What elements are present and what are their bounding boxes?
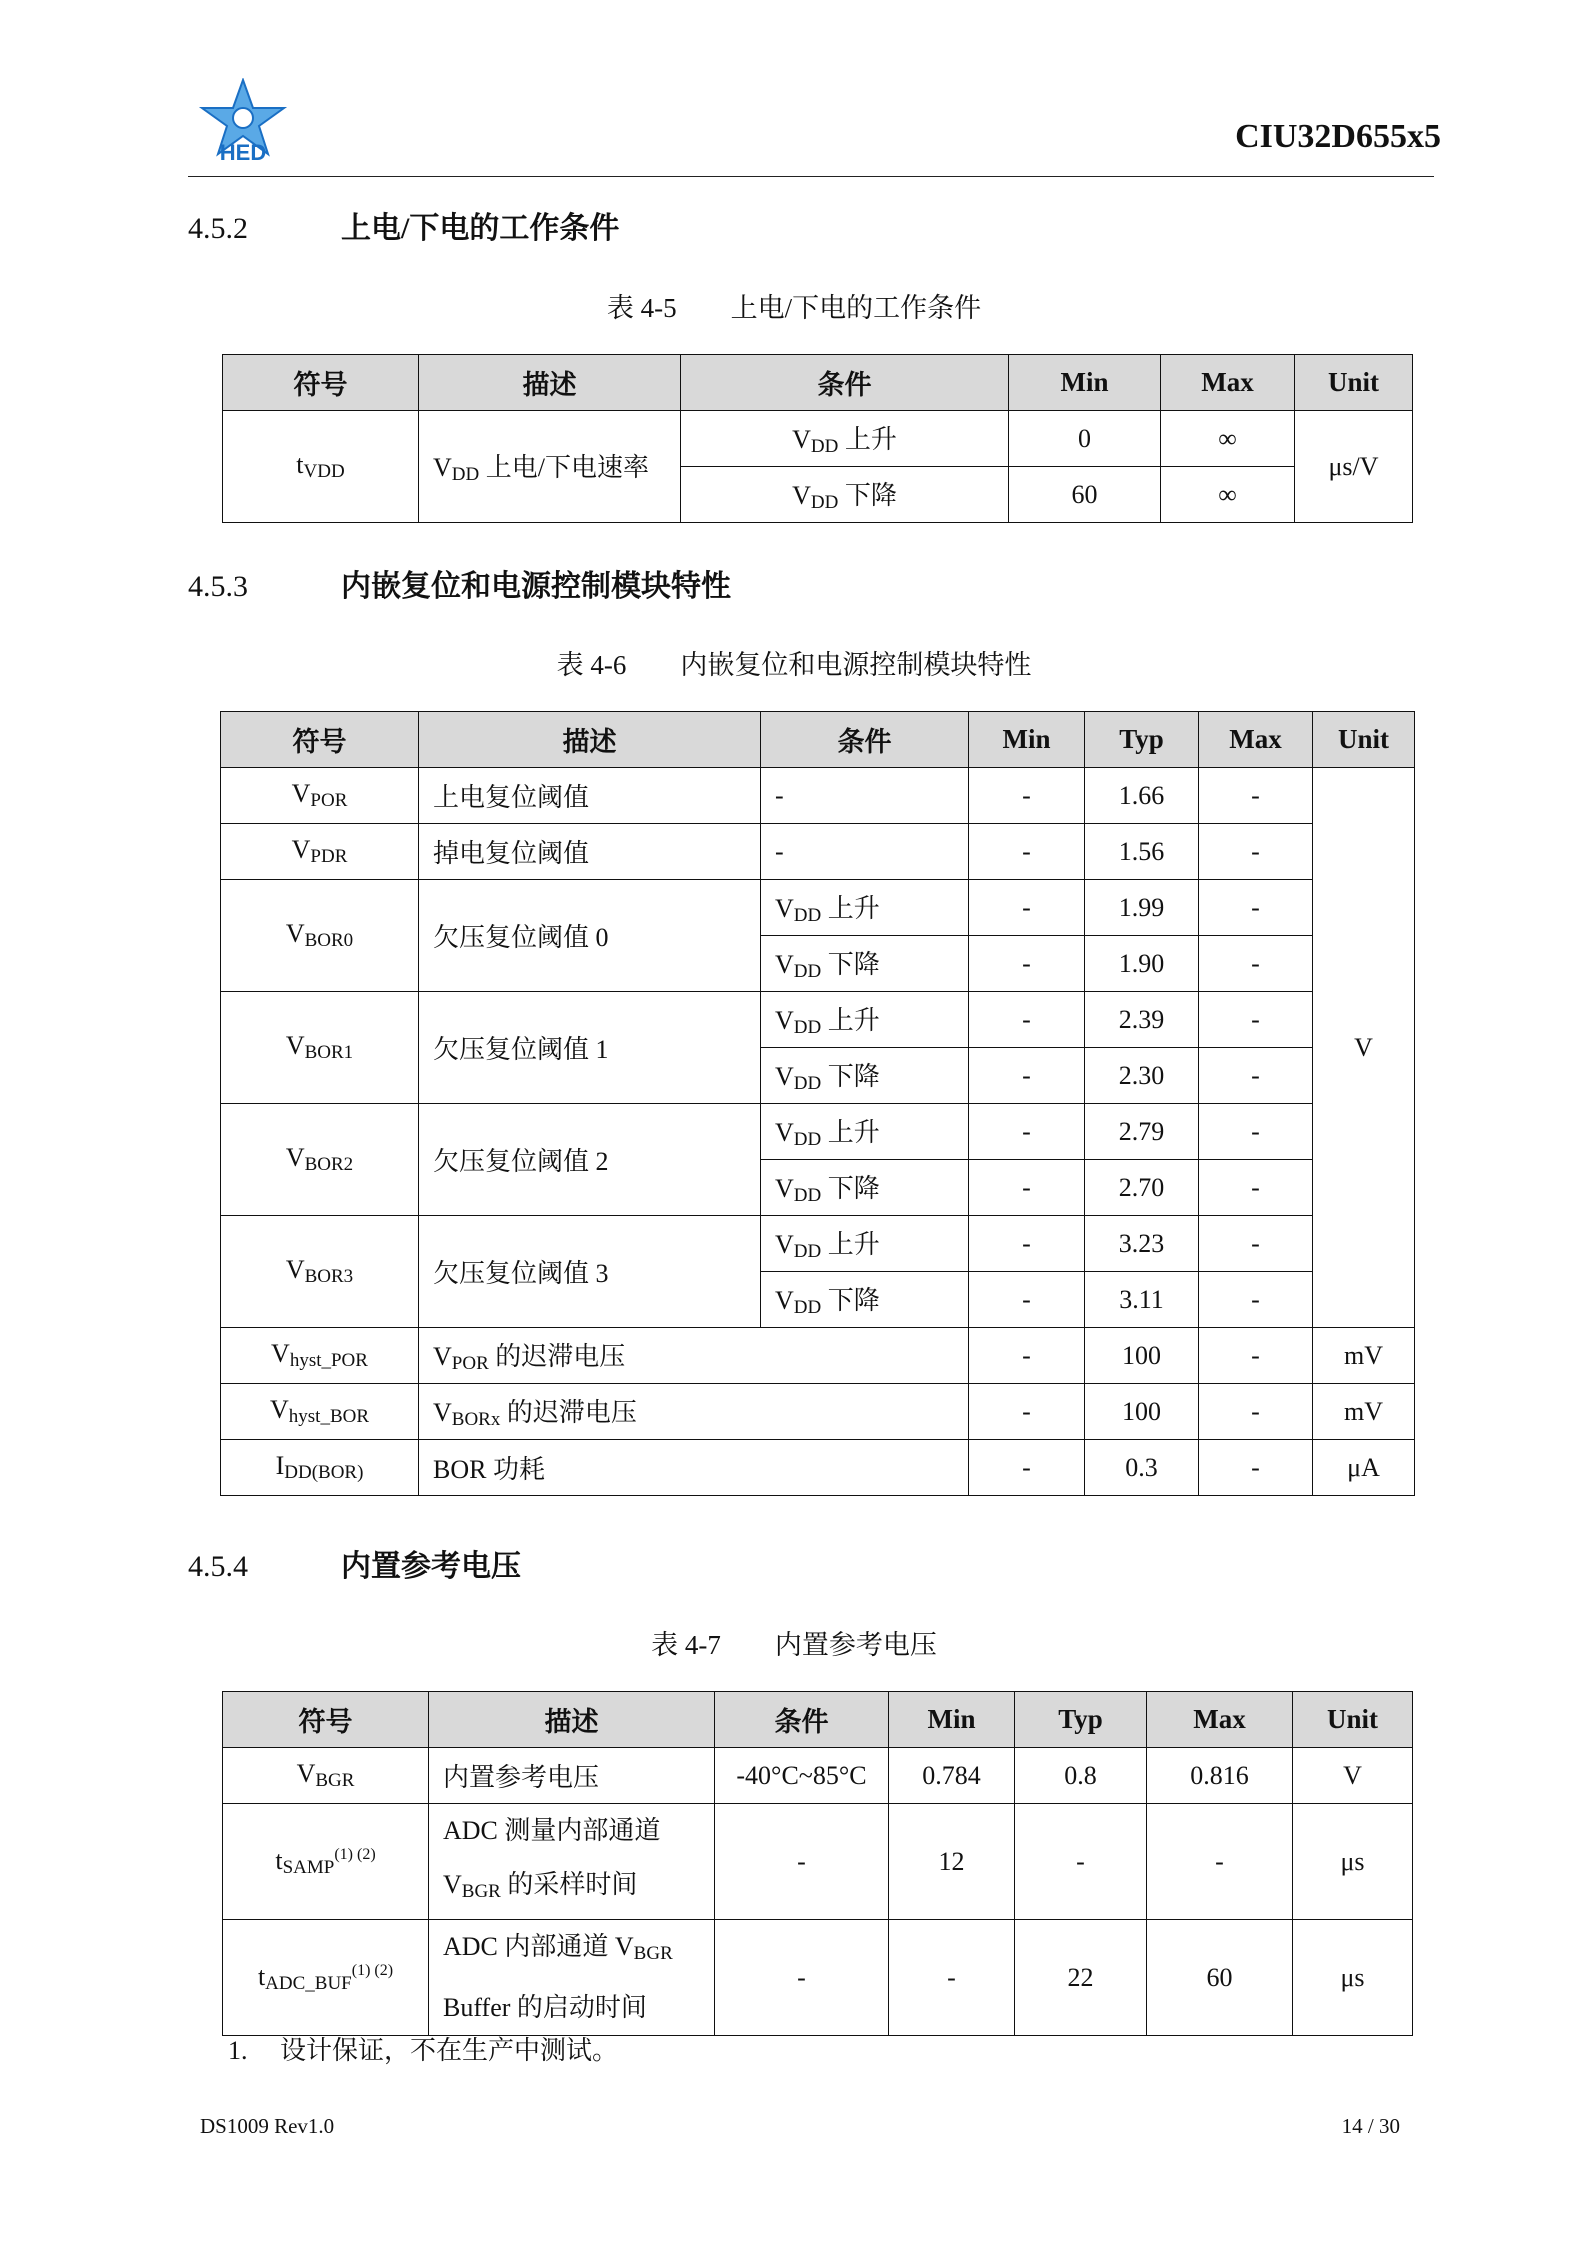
unit-cell: μs (1293, 1804, 1413, 1920)
description-cell: $V_{POR}$ 的迟滞电压 (419, 1328, 969, 1384)
table-header-row (223, 355, 1413, 411)
condition-cell: $V_{DD}$ 上升 (761, 1216, 969, 1272)
typ-cell: 2.79 (1085, 1104, 1199, 1160)
symbol-cell: $V_{hyst\_BOR}$ (221, 1384, 419, 1440)
typ-cell: 1.56 (1085, 824, 1199, 880)
description-cell: 欠压复位阈值 0 (419, 880, 761, 992)
min-cell: - (889, 1920, 1015, 2036)
min-cell: - (969, 880, 1085, 936)
footnote: 1. 设计保证，不在生产中测试。 (228, 2036, 619, 2065)
condition-cell: $V_{DD}$ 下降 (761, 1160, 969, 1216)
table-row (223, 1804, 1413, 1920)
section-4-5-4-heading: 4.5.4 内置参考电压 (188, 1550, 521, 1583)
symbol-cell: $V_{BOR0}$ (221, 880, 419, 992)
col-header: 条件 (715, 1692, 889, 1748)
table-4-7-caption: 表 4-7 内置参考电压 (651, 1630, 937, 1660)
symbol-cell: $V_{BOR3}$ (221, 1216, 419, 1328)
symbol-cell: $V_{hyst\_POR}$ (221, 1328, 419, 1384)
symbol-cell: $V_{BOR2}$ (221, 1104, 419, 1216)
condition-cell: - (761, 824, 969, 880)
max-cell: - (1199, 992, 1313, 1048)
col-header: Unit (1313, 712, 1415, 768)
max-cell: - (1199, 1160, 1313, 1216)
max-cell: ∞ (1161, 411, 1295, 467)
typ-cell: 22 (1015, 1920, 1147, 2036)
condition-cell: -40°C~85°C (715, 1748, 889, 1804)
typ-cell: 100 (1085, 1384, 1199, 1440)
typ-cell: 1.90 (1085, 936, 1199, 992)
condition-cell: - (761, 768, 969, 824)
col-header: 描述 (419, 712, 761, 768)
table-4-6 (220, 711, 1415, 1496)
typ-cell: 0.8 (1015, 1748, 1147, 1804)
col-header: 符号 (223, 1692, 429, 1748)
max-cell: 60 (1147, 1920, 1293, 2036)
max-cell: ∞ (1161, 467, 1295, 523)
typ-cell: 100 (1085, 1328, 1199, 1384)
col-header: 描述 (419, 355, 681, 411)
max-cell: - (1199, 1272, 1313, 1328)
min-cell: - (969, 1216, 1085, 1272)
description-cell: $V_{BORx}$ 的迟滞电压 (419, 1384, 969, 1440)
table-row (223, 411, 1413, 467)
table-row (221, 992, 1415, 1048)
max-cell: - (1199, 1384, 1313, 1440)
description-cell: ADC 内部通道 $V_{BGR}$ Buffer 的启动时间 (429, 1920, 715, 2036)
max-cell: - (1199, 1104, 1313, 1160)
description-cell: ADC 测量内部通道 $V_{BGR}$ 的采样时间 (429, 1804, 715, 1920)
symbol-cell: $V_{POR}$ (221, 768, 419, 824)
document-model-title: CIU32D655x5 (1235, 118, 1441, 155)
symbol-cell: $V_{BOR1}$ (221, 992, 419, 1104)
min-cell: - (969, 768, 1085, 824)
col-header: Typ (1015, 1692, 1147, 1748)
min-cell: 12 (889, 1804, 1015, 1920)
min-cell: 0.784 (889, 1748, 1015, 1804)
description-cell: 欠压复位阈值 1 (419, 992, 761, 1104)
table-row (221, 1328, 1415, 1384)
max-cell: - (1147, 1804, 1293, 1920)
col-header: Max (1147, 1692, 1293, 1748)
logo-text: HED (219, 140, 267, 162)
condition-cell: $V_{DD}$ 上升 (681, 411, 1009, 467)
col-header: Max (1199, 712, 1313, 768)
description-cell: BOR 功耗 (419, 1440, 969, 1496)
condition-cell: - (715, 1920, 889, 2036)
hed-logo (198, 78, 288, 162)
condition-cell: $V_{DD}$ 上升 (761, 1104, 969, 1160)
symbol-cell: $V_{BGR}$ (223, 1748, 429, 1804)
symbol-cell: $t_{SAMP}^{(1) (2)}$ (223, 1804, 429, 1920)
description-cell: 欠压复位阈值 2 (419, 1104, 761, 1216)
typ-cell: 1.66 (1085, 768, 1199, 824)
unit-cell: μA (1313, 1440, 1415, 1496)
footer-doc-id: DS1009 Rev1.0 (200, 2114, 335, 2138)
max-cell: - (1199, 768, 1313, 824)
min-cell: - (969, 1384, 1085, 1440)
typ-cell: 3.11 (1085, 1272, 1199, 1328)
max-cell: - (1199, 1328, 1313, 1384)
section-4-5-2-heading: 4.5.2 上电/下电的工作条件 (188, 212, 620, 245)
max-cell: - (1199, 880, 1313, 936)
header-rule (188, 176, 1434, 177)
table-row (223, 1748, 1413, 1804)
unit-cell: mV (1313, 1384, 1415, 1440)
condition-cell: $V_{DD}$ 上升 (761, 880, 969, 936)
symbol-cell: $t_{VDD}$ (223, 411, 419, 523)
footer-page-number: 14 / 30 (1341, 2114, 1400, 2138)
table-row (221, 1440, 1415, 1496)
col-header: Unit (1295, 355, 1413, 411)
typ-cell: 3.23 (1085, 1216, 1199, 1272)
condition-cell: $V_{DD}$ 下降 (761, 1048, 969, 1104)
col-header: Unit (1293, 1692, 1413, 1748)
min-cell: - (969, 824, 1085, 880)
col-header: 条件 (761, 712, 969, 768)
min-cell: - (969, 1160, 1085, 1216)
min-cell: - (969, 1104, 1085, 1160)
condition-cell: $V_{DD}$ 下降 (761, 936, 969, 992)
table-4-5 (222, 354, 1413, 523)
col-header: Max (1161, 355, 1295, 411)
unit-cell: V (1293, 1748, 1413, 1804)
typ-cell: 2.39 (1085, 992, 1199, 1048)
typ-cell: 2.30 (1085, 1048, 1199, 1104)
max-cell: 0.816 (1147, 1748, 1293, 1804)
table-header-row (223, 1692, 1413, 1748)
max-cell: - (1199, 1048, 1313, 1104)
table-row (221, 1384, 1415, 1440)
table-4-7 (222, 1691, 1413, 2036)
table-row (221, 1104, 1415, 1160)
description-cell: 欠压复位阈值 3 (419, 1216, 761, 1328)
table-header-row (221, 712, 1415, 768)
symbol-cell: $I_{DD(BOR)}$ (221, 1440, 419, 1496)
max-cell: - (1199, 1216, 1313, 1272)
condition-cell: $V_{DD}$ 下降 (761, 1272, 969, 1328)
col-header: 条件 (681, 355, 1009, 411)
condition-cell: $V_{DD}$ 上升 (761, 992, 969, 1048)
typ-cell: 1.99 (1085, 880, 1199, 936)
description-cell: 内置参考电压 (429, 1748, 715, 1804)
condition-cell: $V_{DD}$ 下降 (681, 467, 1009, 523)
condition-cell: - (715, 1804, 889, 1920)
min-cell: - (969, 1440, 1085, 1496)
table-row (221, 880, 1415, 936)
table-row (223, 1920, 1413, 2036)
min-cell: 60 (1009, 467, 1161, 523)
typ-cell: - (1015, 1804, 1147, 1920)
min-cell: - (969, 1328, 1085, 1384)
table-row (221, 824, 1415, 880)
table-4-5-caption: 表 4-5 上电/下电的工作条件 (606, 293, 982, 323)
max-cell: - (1199, 1440, 1313, 1496)
min-cell: - (969, 936, 1085, 992)
min-cell: - (969, 992, 1085, 1048)
table-4-6-caption: 表 4-6 内嵌复位和电源控制模块特性 (556, 650, 1032, 680)
description-cell: 上电复位阈值 (419, 768, 761, 824)
description-cell: 掉电复位阈值 (419, 824, 761, 880)
min-cell: 0 (1009, 411, 1161, 467)
unit-cell: mV (1313, 1328, 1415, 1384)
unit-cell: μs/V (1295, 411, 1413, 523)
symbol-cell: $V_{PDR}$ (221, 824, 419, 880)
col-header: 符号 (221, 712, 419, 768)
col-header: Min (969, 712, 1085, 768)
unit-cell: μs (1293, 1920, 1413, 2036)
col-header: Typ (1085, 712, 1199, 768)
col-header: 符号 (223, 355, 419, 411)
max-cell: - (1199, 824, 1313, 880)
col-header: 描述 (429, 1692, 715, 1748)
typ-cell: 2.70 (1085, 1160, 1199, 1216)
table-row (221, 768, 1415, 824)
min-cell: - (969, 1272, 1085, 1328)
max-cell: - (1199, 936, 1313, 992)
col-header: Min (1009, 355, 1161, 411)
description-cell: $V_{DD}$ 上电/下电速率 (419, 411, 681, 523)
unit-cell: V (1313, 768, 1415, 1328)
symbol-cell: $t_{ADC\_BUF}^{(1) (2)}$ (223, 1920, 429, 2036)
section-4-5-3-heading: 4.5.3 内嵌复位和电源控制模块特性 (188, 570, 731, 603)
col-header: Min (889, 1692, 1015, 1748)
min-cell: - (969, 1048, 1085, 1104)
typ-cell: 0.3 (1085, 1440, 1199, 1496)
table-row (221, 1216, 1415, 1272)
